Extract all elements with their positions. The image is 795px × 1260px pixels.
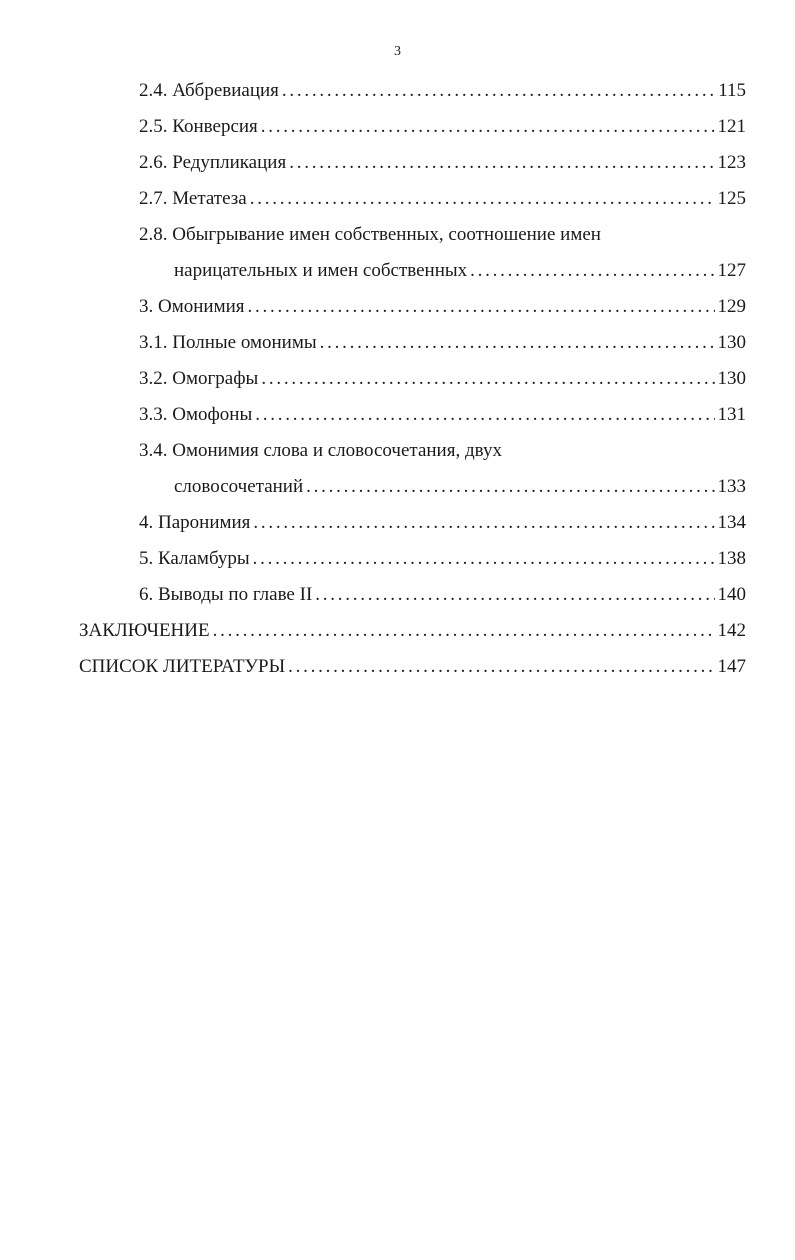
toc-entry-label: 3.2. Омографы [139, 368, 259, 389]
toc-entry-homophones [0, 400, 795, 436]
dot-leader [289, 148, 714, 178]
toc-entry-label: 4. Паронимия [139, 512, 251, 533]
dot-leader [261, 112, 715, 142]
toc-entry-reduplication [0, 148, 795, 184]
toc-entry-page: 147 [717, 656, 746, 677]
dot-leader [470, 256, 714, 286]
dot-leader [288, 652, 714, 682]
toc-entry-label: СПИСОК ЛИТЕРАТУРЫ [79, 656, 286, 677]
toc-entry-page: 129 [717, 296, 746, 317]
toc-entry-page: 134 [717, 512, 746, 533]
dot-leader [306, 472, 714, 502]
toc-entry-label: 2.6. Редупликация [139, 152, 287, 173]
toc-entry-paronymy [0, 508, 795, 544]
toc-entry-page: 133 [717, 476, 746, 497]
dot-leader [261, 364, 714, 394]
toc-entry-page: 123 [717, 152, 746, 173]
toc-entry-phrase-homonymy [0, 436, 795, 508]
toc-entry-label-line2: словосочетаний [174, 476, 304, 497]
toc-entry-label-line1: 2.8. Обыгрывание имен собственных, соотношение имен [139, 224, 601, 245]
toc-entry-conclusions-chapter-2 [0, 580, 795, 616]
table-of-contents [0, 76, 795, 688]
dot-leader [248, 292, 715, 322]
toc-entry-page: 130 [717, 332, 746, 353]
toc-entry-label: 3. Омонимия [139, 296, 245, 317]
dot-leader [253, 544, 715, 574]
toc-entry-label: 3.1. Полные омонимы [139, 332, 317, 353]
dot-leader [213, 616, 715, 646]
toc-entry-label: 2.4. Аббревиация [139, 80, 279, 101]
toc-entry-label: 6. Выводы по главе II [139, 584, 313, 605]
dot-leader [253, 508, 714, 538]
toc-entry-page: 142 [717, 620, 746, 641]
toc-entry-homonymy [0, 292, 795, 328]
toc-entry-page: 131 [717, 404, 746, 425]
dot-leader [282, 76, 715, 106]
toc-entry-label-line1: 3.4. Омонимия слова и словосочетания, двух [139, 440, 502, 461]
dot-leader [250, 184, 715, 214]
dot-leader [315, 580, 714, 610]
toc-entry-page: 130 [717, 368, 746, 389]
page-number: 3 [394, 44, 401, 59]
toc-entry-label: 5. Каламбуры [139, 548, 250, 569]
toc-entry-page: 125 [717, 188, 746, 209]
toc-entry-label: 3.3. Омофоны [139, 404, 253, 425]
toc-entry-abbreviation [0, 76, 795, 112]
toc-entry-full-homonyms [0, 328, 795, 364]
dot-leader [320, 328, 715, 358]
toc-entry-page: 115 [718, 80, 746, 101]
toc-entry-page: 127 [717, 260, 746, 281]
toc-entry-page: 121 [717, 116, 746, 137]
toc-entry-label: 2.7. Метатеза [139, 188, 247, 209]
toc-entry-label-line2: нарицательных и имен собственных [174, 260, 468, 281]
toc-entry-label: 2.5. Конверсия [139, 116, 258, 137]
dot-leader [255, 400, 714, 430]
toc-entry-bibliography [0, 652, 795, 688]
toc-entry-proper-names [0, 220, 795, 292]
toc-entry-metathesis [0, 184, 795, 220]
toc-entry-puns [0, 544, 795, 580]
toc-entry-conclusion [0, 616, 795, 652]
toc-entry-page: 138 [717, 548, 746, 569]
toc-entry-label: ЗАКЛЮЧЕНИЕ [79, 620, 210, 641]
toc-entry-homographs [0, 364, 795, 400]
toc-entry-conversion [0, 112, 795, 148]
toc-entry-page: 140 [717, 584, 746, 605]
